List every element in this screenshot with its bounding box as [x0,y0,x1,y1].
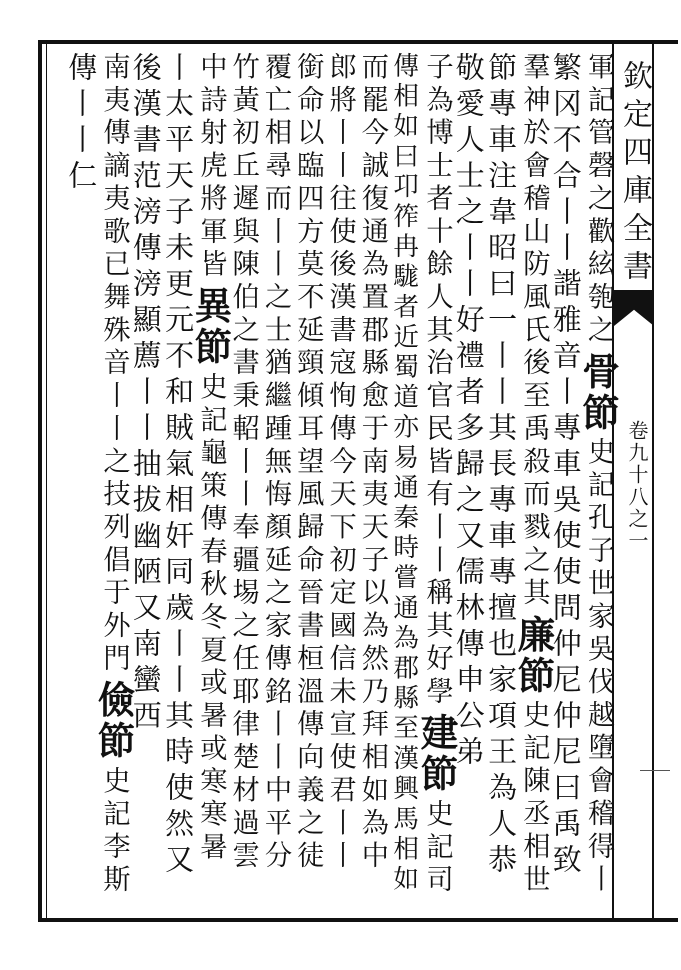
column-text: 南夷傳謫夷歌已舞殊音丨丨之技列倡于外門 [98,52,130,677]
column-text: 竹黃初丘遲與陳伯之書秉軺丨丨奉疆埸之任耶律楚材過雲 [227,52,259,874]
column-text: 節專車注韋昭曰一丨丨其長專車專擅也 [484,52,519,664]
column-text: 丨專車吳使使問仲尼仲尼曰禹致 [548,376,583,880]
frame-bottom-border [38,918,678,922]
column-text: 羣神於會稽山防風氏後至禹殺而戮之其 [518,52,550,611]
column-text: 銜命以臨四方莫不延頸傾耳望風歸命晉書桓溫傳向義之徒 [292,52,324,874]
column-text: 繁冈不合丨丨諧雅音 [548,52,583,376]
column-text: 丨太平天子未更元 [161,52,196,340]
column-text: 傳相如曰卭筰冉駹者近蜀道亦易通秦時嘗通為郡縣至漢興 [389,52,420,805]
column-text: 史記李斯 [98,765,130,898]
column-text: 家項王為人恭 [484,664,519,880]
entry-heading: 骨節 [576,351,620,434]
frame-left-border [38,40,42,922]
entry-heading: 廉節 [511,614,556,697]
column-text: 史記龜策傳春秋冬夏或暑或寒寒暑 [195,371,227,865]
column-text: 中詩射虎將軍皆 [195,52,227,283]
column-text: 後漢書范滂傳滂顯薦丨丨抽拔幽陋又南蠻西 [128,52,163,736]
margin-tick [640,770,670,771]
column-text: 敬愛人士之丨丨好禮者多歸之又儒林傳申公弟 [451,52,486,772]
center-fold-rule-right [652,44,654,918]
column-text: 史記陳丞相世 [518,700,550,898]
volume-label: 卷九十八之一 [625,420,649,552]
column-text: 不和賊氣相奸同歲丨丨其時使然又 [161,340,196,880]
column-text: 史記司 [421,798,453,898]
column-text: 子為博士者十餘人其治官民皆有丨丨稱其好學 [421,52,453,710]
column-text: 郎將丨丨往使後漢書寇恂傳今天下初定國信未宣使君丨丨 [324,52,356,874]
column-text: 馬相如 [389,804,420,895]
column-text: 軍記管磬之歡絃匏之 [583,52,614,348]
entry-heading: 建節 [414,713,459,795]
entry-heading: 異節 [188,286,233,368]
text-column [61,52,101,196]
column-text: 而罷今誠復通為置郡縣愈于南夷天子以為然乃拜相如為中 [356,52,388,874]
column-text: 史記孔子世家吳伐越墮會稽得丨 [583,437,614,898]
column-text: 傳丨丨仁 [64,52,99,196]
entry-heading: 儉節 [91,680,136,762]
book-title: 欽定四庫全書 [617,60,652,288]
fishtail-mark [614,290,654,326]
column-text: 覆亡相尋而丨丨之士猶繼踵無悔顏延之家傳銘丨丨中平分 [260,52,291,874]
frame-top-border [38,40,678,44]
frame-inner-line [46,44,47,918]
